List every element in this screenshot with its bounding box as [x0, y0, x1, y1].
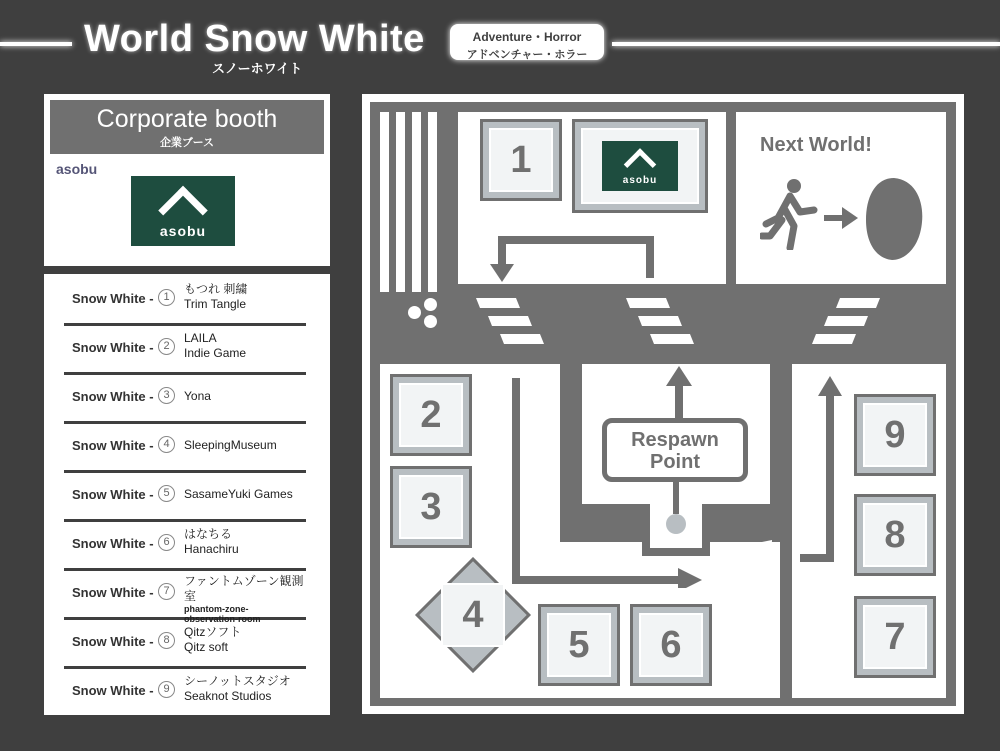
stripe: [428, 112, 437, 292]
booth-8: [854, 494, 936, 576]
title-line-left: [0, 42, 72, 46]
dot: [424, 298, 437, 311]
exhibitor-name: LAILA Indie Game: [184, 331, 247, 360]
list-item: [64, 570, 306, 624]
booth-number: 8: [863, 503, 927, 567]
circled-number: 8: [158, 632, 175, 649]
booth-number: 4: [441, 583, 505, 647]
list-item: [64, 276, 306, 326]
list-item: [64, 374, 306, 424]
booth-2: [390, 374, 472, 456]
arrow-right-icon: [824, 206, 860, 230]
exhibitor-name: シーノットスタジオ Seaknot Studios: [184, 674, 291, 703]
booth-number: 3: [399, 475, 463, 539]
list-item-label: Snow White -: [72, 683, 154, 698]
stripe: [412, 112, 421, 292]
logo-text: asobu: [159, 223, 207, 239]
booth-3: [390, 466, 472, 548]
genre-en: Adventure・Horror: [472, 30, 582, 44]
circled-number: 4: [158, 436, 175, 453]
venue-map: [362, 94, 964, 714]
company-name: asobu: [56, 161, 98, 177]
genre-jp: アドベンチャー・ホラー: [466, 49, 588, 61]
world-title: World Snow White: [84, 18, 425, 60]
respawn-line1: Respawn: [631, 429, 719, 451]
list-item-label: Snow White -: [72, 389, 154, 404]
corporate-heading-jp: 企業ブース: [159, 137, 215, 149]
exhibitor-name: Qitzソフト Qitz soft: [184, 625, 242, 654]
crosswalk: [474, 294, 554, 354]
portal-icon: [862, 176, 926, 262]
dot: [424, 315, 437, 328]
stripe: [396, 112, 405, 292]
booth-5: [538, 604, 620, 686]
corporate-booth-inner: [581, 128, 699, 204]
logo-text: asobu: [622, 175, 658, 186]
booth-number: 9: [863, 403, 927, 467]
list-item: [64, 472, 306, 522]
crosswalk: [802, 294, 882, 354]
booth-7: [854, 596, 936, 678]
exhibitor-name: Yona: [184, 389, 211, 403]
exhibitor-name: ファントムゾーン観測室 phantom-zone-observation-room: [184, 574, 304, 624]
list-item-label: Snow White -: [72, 438, 154, 453]
corporate-heading-en: Corporate booth: [96, 105, 278, 133]
title-line-right: [612, 42, 1000, 46]
list-item: [64, 521, 306, 571]
path-arrow: [510, 378, 710, 588]
stripe: [380, 112, 389, 292]
genre-badge: [450, 24, 604, 60]
booth-6: [630, 604, 712, 686]
list-item: [64, 423, 306, 473]
booth-1: [480, 119, 562, 201]
respawn-line2: Point: [650, 451, 700, 473]
corporate-booth-map: [572, 119, 708, 213]
list-item: [64, 619, 306, 669]
exhibitor-name: はなちる Hanachiru: [184, 527, 239, 556]
crosswalk: [716, 538, 782, 602]
asobu-logo: [131, 176, 235, 246]
list-item-label: Snow White -: [72, 585, 154, 600]
list-item: [64, 325, 306, 375]
circled-number: 7: [158, 583, 175, 600]
dot: [408, 306, 421, 319]
booth-number: 7: [863, 605, 927, 669]
booth-number: 2: [399, 383, 463, 447]
exhibitor-name: SleepingMuseum: [184, 438, 277, 452]
exhibitor-list: [44, 274, 330, 715]
path-arrow: [796, 374, 846, 564]
world-title-kana: スノーホワイト: [212, 61, 303, 76]
corporate-booth-panel: [44, 94, 330, 266]
path-arrow: [482, 230, 662, 290]
booth-number: 6: [639, 613, 703, 677]
exhibitor-name: SasameYuki Games: [184, 487, 293, 501]
list-item-label: Snow White -: [72, 634, 154, 649]
booth-number: 5: [547, 613, 611, 677]
circled-number: 6: [158, 534, 175, 551]
list-item-label: Snow White -: [72, 340, 154, 355]
circled-number: 2: [158, 338, 175, 355]
circled-number: 9: [158, 681, 175, 698]
list-item-label: Snow White -: [72, 291, 154, 306]
asobu-logo-map: [602, 141, 678, 191]
booth-9: [854, 394, 936, 476]
booth-number: 1: [489, 128, 553, 192]
corporate-booth-heading: [50, 100, 324, 154]
running-person-icon: [760, 178, 820, 250]
circled-number: 5: [158, 485, 175, 502]
list-item-label: Snow White -: [72, 536, 154, 551]
exhibitor-name: もつれ 刺繍 Trim Tangle: [184, 282, 248, 311]
crosswalk: [624, 294, 704, 354]
next-world-label: Next World!: [760, 134, 872, 156]
list-item: [64, 668, 306, 715]
circled-number: 3: [158, 387, 175, 404]
circled-number: 1: [158, 289, 175, 306]
list-item-label: Snow White -: [72, 487, 154, 502]
